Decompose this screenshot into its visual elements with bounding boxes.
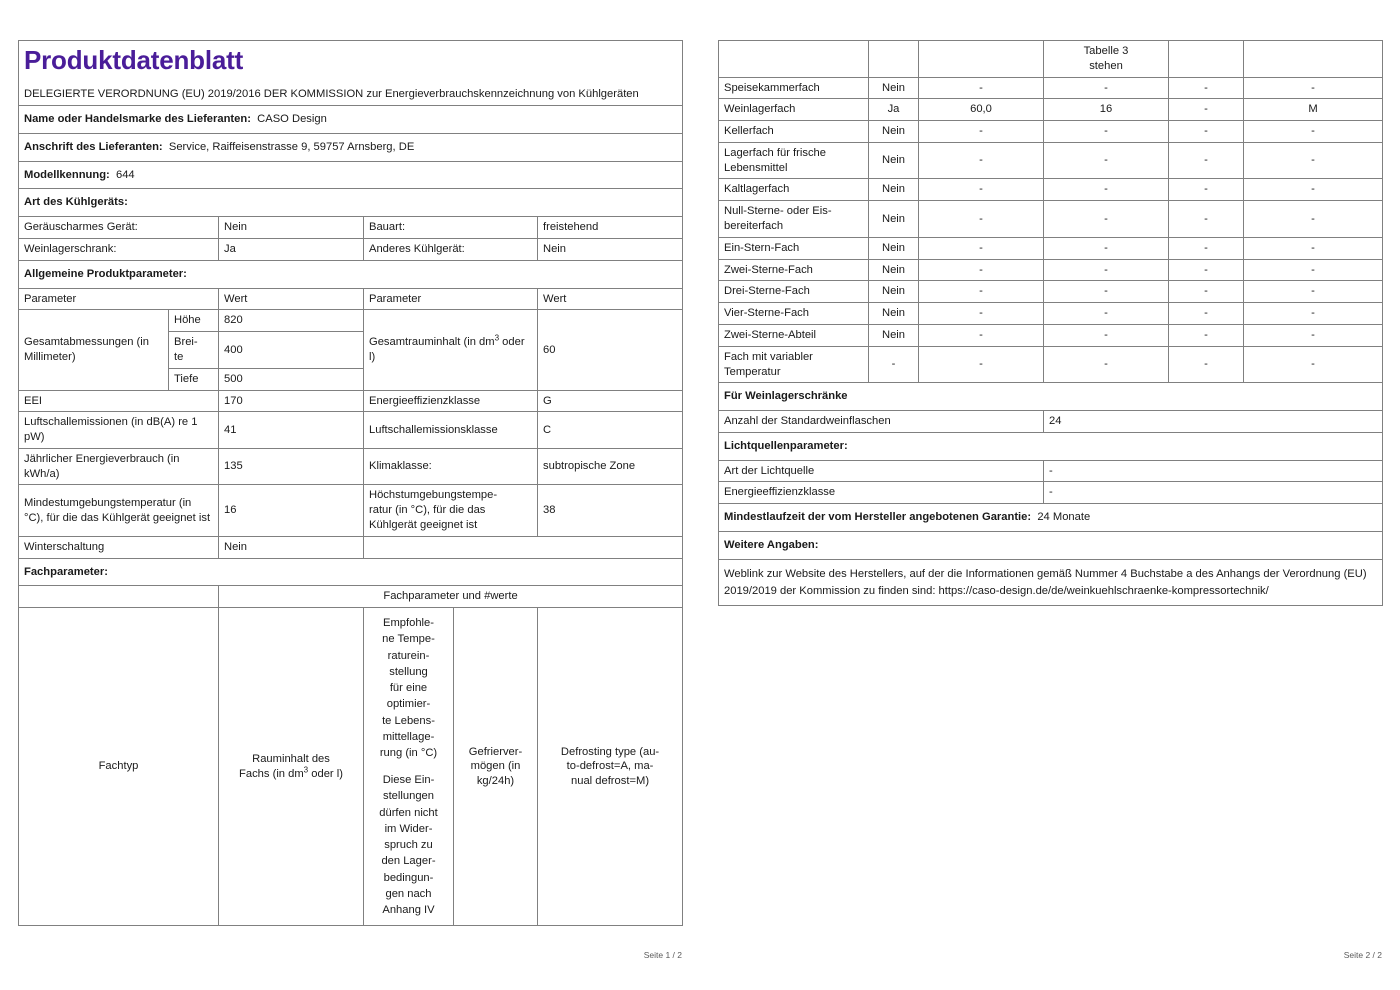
compartment-temp: - — [1044, 142, 1169, 179]
temp-line-2: raturein- — [387, 649, 430, 662]
compartment-freeze: - — [1169, 237, 1244, 259]
temp-line-5: optimier- — [386, 698, 431, 711]
col-defrosting-type: Defrosting type (au- to-defrost=A, ma- nual defrost=M) — [538, 608, 683, 926]
compartment-freeze: - — [1169, 142, 1244, 179]
compartment-temp: - — [1044, 121, 1169, 143]
winter-setting-row — [19, 536, 683, 558]
warranty-row — [719, 504, 1383, 532]
dimensions-label: Gesamtabmessungen (in Millimeter) — [19, 310, 169, 390]
regulation-subtitle: DELEGIERTE VERORDNUNG (EU) 2019/2016 DER KOMMISSION zur Energieverbrauchskennzeichnung von Kühlgeräten — [24, 87, 639, 100]
compartment-freeze: - — [1169, 303, 1244, 325]
compartment-volume: - — [919, 303, 1044, 325]
compartment-name: Kaltlagerfach — [719, 179, 869, 201]
compartment-name: Fach mit variabler Temperatur — [719, 346, 869, 383]
general-parameters-heading: Allgemeine Produktparameter: — [19, 260, 683, 288]
energy-class-label: Energieeffizienzklasse — [364, 390, 538, 412]
compartment-temp: - — [1044, 259, 1169, 281]
supplier-cell — [19, 106, 683, 134]
compartment-present: Nein — [869, 259, 919, 281]
noise-value: 41 — [219, 412, 364, 449]
winter-empty-cell — [364, 536, 683, 558]
table-row — [719, 121, 1383, 143]
compartment-present: Nein — [869, 324, 919, 346]
low-noise-value: Nein — [219, 217, 364, 239]
compartment-freeze: - — [1169, 77, 1244, 99]
address-label: Anschrift des Lieferanten: — [24, 140, 163, 153]
temp-note-line-5: den Lager- — [381, 855, 436, 868]
compartment-name: Kellerfach — [719, 121, 869, 143]
low-noise-row — [19, 217, 683, 239]
noise-class-value: C — [538, 412, 683, 449]
address-value: Service, Raiffeisenstrasse 9, 59757 Arnsberg, DE — [168, 140, 415, 153]
light-type-label: Art der Lichtquelle — [719, 460, 1044, 482]
header-empty-4 — [1169, 41, 1244, 78]
temp-line-8: rung (in °C) — [379, 746, 438, 759]
noise-class-label: Luftschallemissionsklasse — [364, 412, 538, 449]
compartment-volume: - — [919, 142, 1044, 179]
compartment-present: Nein — [869, 237, 919, 259]
max-temp-label: Höchstumgebungstempe- ratur (in °C), für die das Kühlgerät geeignet ist — [364, 485, 538, 536]
bottles-row — [719, 411, 1383, 433]
col-value-2: Wert — [538, 288, 683, 310]
max-temp-value: 38 — [538, 485, 683, 536]
compartment-temp: - — [1044, 237, 1169, 259]
compartment-volume: - — [919, 121, 1044, 143]
compartment-temp: - — [1044, 201, 1169, 238]
compartment-defrost: - — [1244, 303, 1383, 325]
compartment-defrost: - — [1244, 259, 1383, 281]
compartment-volume: - — [919, 259, 1044, 281]
other-appliance-label: Anderes Kühlgerät: — [364, 239, 538, 261]
compartment-name: Drei-Sterne-Fach — [719, 281, 869, 303]
eei-row — [19, 390, 683, 412]
compartment-defrost: M — [1244, 99, 1383, 121]
compartment-freeze: - — [1169, 259, 1244, 281]
compartment-span-empty — [19, 586, 219, 608]
temp-line-1: ne Tempe- — [382, 633, 435, 646]
continuation-header-row — [719, 41, 1383, 78]
temp-note-line-8: Anhang IV — [382, 904, 435, 917]
annual-energy-value: 135 — [219, 448, 364, 485]
total-volume-value: 60 — [538, 310, 683, 390]
col-compartment-type: Fachtyp — [19, 608, 219, 926]
compartment-defrost: - — [1244, 142, 1383, 179]
compartment-present: Ja — [869, 99, 919, 121]
warranty-cell — [719, 504, 1383, 532]
warranty-label: Mindestlaufzeit der vom Hersteller angebotenen Garantie: — [724, 511, 1032, 524]
width-value: 400 — [219, 332, 364, 369]
compartment-present: Nein — [869, 121, 919, 143]
compartment-column-header-row — [19, 608, 683, 926]
table-row — [719, 201, 1383, 238]
address-row — [19, 133, 683, 161]
model-value: 644 — [115, 168, 135, 181]
header-empty-3 — [919, 41, 1044, 78]
compartment-volume: - — [919, 77, 1044, 99]
compartment-defrost: - — [1244, 201, 1383, 238]
further-info-heading-row — [719, 531, 1383, 559]
compartment-freeze: - — [1169, 346, 1244, 383]
other-appliance-value: Nein — [538, 239, 683, 261]
recommended-temperature-stack — [369, 611, 448, 922]
light-class-label: Energieeffizienzklasse — [719, 482, 1044, 504]
compartment-defrost: - — [1244, 324, 1383, 346]
col-parameter-2: Parameter — [364, 288, 538, 310]
compartment-freeze: - — [1169, 201, 1244, 238]
compartment-name: Vier-Sterne-Fach — [719, 303, 869, 325]
compartment-volume: - — [919, 179, 1044, 201]
compartment-present: - — [869, 346, 919, 383]
compartment-name: Speisekammerfach — [719, 77, 869, 99]
construction-value: freistehend — [538, 217, 683, 239]
weblink-text: Weblink zur Website des Herstellers, auf der die Informationen gemäß Nummer 4 Buchstabe a des Anhangs der Verordnung (EU) 2019/2019 der Kommission zu finden sind: https://caso-design.de/de/weinkuehlschraenke-kompressortechnik/ — [719, 559, 1383, 606]
wine-cabinet-row — [19, 239, 683, 261]
compartment-span-heading: Fachparameter und #werte — [219, 586, 683, 608]
table-row — [719, 142, 1383, 179]
col-freezing-capacity: Gefrierver- mögen (in kg/24h) — [454, 608, 538, 926]
compartment-present: Nein — [869, 142, 919, 179]
compartment-temp: - — [1044, 179, 1169, 201]
dimensions-height-row — [19, 310, 683, 332]
header-table3-note — [1044, 41, 1169, 78]
title-cell — [19, 41, 683, 106]
climate-class-label: Klimaklasse: — [364, 448, 538, 485]
compartment-freeze: - — [1169, 179, 1244, 201]
compartment-defrost: - — [1244, 237, 1383, 259]
compartment-defrost: - — [1244, 346, 1383, 383]
model-cell — [19, 161, 683, 189]
compartment-freeze: - — [1169, 281, 1244, 303]
compartment-present: Nein — [869, 303, 919, 325]
appliance-type-heading-row — [19, 189, 683, 217]
document-page-2 — [700, 0, 1400, 990]
wine-cabinet-label: Weinlagerschrank: — [19, 239, 219, 261]
table-row — [719, 346, 1383, 383]
table-row — [719, 324, 1383, 346]
light-type-row — [719, 460, 1383, 482]
col-recommended-temperature — [364, 608, 454, 926]
depth-label: Tiefe — [169, 368, 219, 390]
min-temp-value: 16 — [219, 485, 364, 536]
model-label: Modellkennung: — [24, 168, 110, 181]
wine-cabinet-value: Ja — [219, 239, 364, 261]
temp-line-6: te Lebens- — [382, 714, 435, 727]
compartment-volume: - — [919, 237, 1044, 259]
height-label: Höhe — [169, 310, 219, 332]
header-empty-2 — [869, 41, 919, 78]
compartment-present: Nein — [869, 201, 919, 238]
compartment-present: Nein — [869, 77, 919, 99]
col-compartment-volume: Rauminhalt des Fachs (in $dm^3$ oder l) — [219, 608, 364, 926]
warranty-value: 24 Monate — [1037, 511, 1091, 524]
compartment-freeze: - — [1169, 99, 1244, 121]
compartment-temp: - — [1044, 281, 1169, 303]
page1-main-table — [18, 40, 683, 926]
winter-label: Winterschaltung — [19, 536, 219, 558]
temp-note-line-4: spruch zu — [384, 839, 433, 852]
page-1-footer: Seite 1 / 2 — [643, 950, 682, 960]
temp-note-line-7: gen nach — [385, 887, 432, 900]
table-row — [719, 99, 1383, 121]
supplier-row — [19, 106, 683, 134]
table-row — [719, 237, 1383, 259]
compartment-present: Nein — [869, 179, 919, 201]
winter-value: Nein — [219, 536, 364, 558]
noise-label: Luftschallemissionen (in dB(A) re 1 pW) — [19, 412, 219, 449]
model-row — [19, 161, 683, 189]
compartment-defrost: - — [1244, 281, 1383, 303]
compartment-name: Null-Sterne- oder Eis- bereiterfach — [719, 201, 869, 238]
table-row — [719, 179, 1383, 201]
noise-row — [19, 412, 683, 449]
compartment-defrost: - — [1244, 77, 1383, 99]
light-section-heading-row — [719, 432, 1383, 460]
general-header-row — [19, 288, 683, 310]
supplier-label: Name oder Handelsmarke des Lieferanten: — [24, 113, 251, 126]
bottles-label: Anzahl der Standardweinflaschen — [719, 411, 1044, 433]
width-label: Brei- te — [169, 332, 219, 369]
col-value-1: Wert — [219, 288, 364, 310]
compartment-volume: - — [919, 281, 1044, 303]
page2-main-table — [718, 40, 1383, 606]
temp-note-line-2: dürfen nicht — [379, 806, 438, 819]
compartment-volume: 60,0 — [919, 99, 1044, 121]
temp-line-0: Empfohle- — [383, 617, 434, 630]
light-class-row — [719, 482, 1383, 504]
further-info-heading: Weitere Angaben: — [719, 531, 1383, 559]
compartment-temp: - — [1044, 77, 1169, 99]
compartment-temp: - — [1044, 324, 1169, 346]
compartment-present: Nein — [869, 281, 919, 303]
low-noise-label: Geräuscharmes Gerät: — [19, 217, 219, 239]
construction-label: Bauart: — [364, 217, 538, 239]
total-volume-label — [364, 310, 538, 390]
wine-section-heading: Für Weinlagerschränke — [719, 383, 1383, 411]
table-row — [719, 259, 1383, 281]
compartment-freeze: - — [1169, 121, 1244, 143]
eei-value: 170 — [219, 390, 364, 412]
eei-label: EEI — [19, 390, 219, 412]
temp-line-3: stellung — [389, 665, 428, 678]
header-empty-1 — [719, 41, 869, 78]
temp-note-line-6: bedingun- — [383, 871, 434, 884]
page-title: Produktdatenblatt — [24, 45, 244, 75]
compartment-freeze: - — [1169, 324, 1244, 346]
supplier-value: CASO Design — [257, 113, 327, 126]
compartment-span-heading-row — [19, 586, 683, 608]
general-heading-row — [19, 260, 683, 288]
min-temp-label: Mindestumgebungstemperatur (in °C), für die das Kühlgerät geeignet ist — [19, 485, 219, 536]
light-section-heading: Lichtquellenparameter: — [719, 432, 1383, 460]
table-row — [719, 281, 1383, 303]
compartment-parameters-heading: Fachparameter: — [19, 558, 683, 586]
compartment-volume: - — [919, 201, 1044, 238]
compartment-heading-row — [19, 558, 683, 586]
annual-energy-row — [19, 448, 683, 485]
weblink-row — [719, 559, 1383, 606]
temp-note-line-1: stellungen — [382, 790, 434, 803]
light-class-value: - — [1044, 482, 1383, 504]
wine-section-heading-row — [719, 383, 1383, 411]
energy-class-value: G — [538, 390, 683, 412]
compartment-temp: - — [1044, 346, 1169, 383]
compartment-defrost: - — [1244, 179, 1383, 201]
compartment-name: Zwei-Sterne-Abteil — [719, 324, 869, 346]
compartment-name: Zwei-Sterne-Fach — [719, 259, 869, 281]
compartment-temp: - — [1044, 303, 1169, 325]
annual-energy-label: Jährlicher Energieverbrauch (in kWh/a) — [19, 448, 219, 485]
title-row — [19, 41, 683, 106]
page-2-footer: Seite 2 / 2 — [1343, 950, 1382, 960]
table3-note-line-1: stehen — [1089, 59, 1123, 72]
compartment-volume: - — [919, 346, 1044, 383]
table-row — [719, 303, 1383, 325]
compartment-defrost: - — [1244, 121, 1383, 143]
compartment-volume: - — [919, 324, 1044, 346]
depth-value: 500 — [219, 368, 364, 390]
height-value: 820 — [219, 310, 364, 332]
compartment-name: Lagerfach für frische Lebensmittel — [719, 142, 869, 179]
compartment-temp: 16 — [1044, 99, 1169, 121]
address-cell — [19, 133, 683, 161]
climate-class-value: subtropische Zone — [538, 448, 683, 485]
compartment-name: Weinlagerfach — [719, 99, 869, 121]
temp-line-7: mittellage- — [382, 730, 435, 743]
table3-note-line-0: Tabelle 3 — [1083, 45, 1129, 57]
temp-note-line-3: im Wider- — [384, 822, 433, 835]
temp-line-4: für eine — [389, 682, 428, 695]
bottles-value: 24 — [1044, 411, 1383, 433]
col-parameter-1: Parameter — [19, 288, 219, 310]
temp-note-line-0: Diese Ein- — [382, 774, 435, 787]
ambient-temp-row — [19, 485, 683, 536]
appliance-type-heading: Art des Kühlgeräts: — [19, 189, 683, 217]
light-type-value: - — [1044, 460, 1383, 482]
compartment-name: Ein-Stern-Fach — [719, 237, 869, 259]
table-row — [719, 77, 1383, 99]
header-empty-5 — [1244, 41, 1383, 78]
total-volume-label-text: Gesamtrauminhalt (in $dm^3$ oder l) — [369, 333, 525, 363]
